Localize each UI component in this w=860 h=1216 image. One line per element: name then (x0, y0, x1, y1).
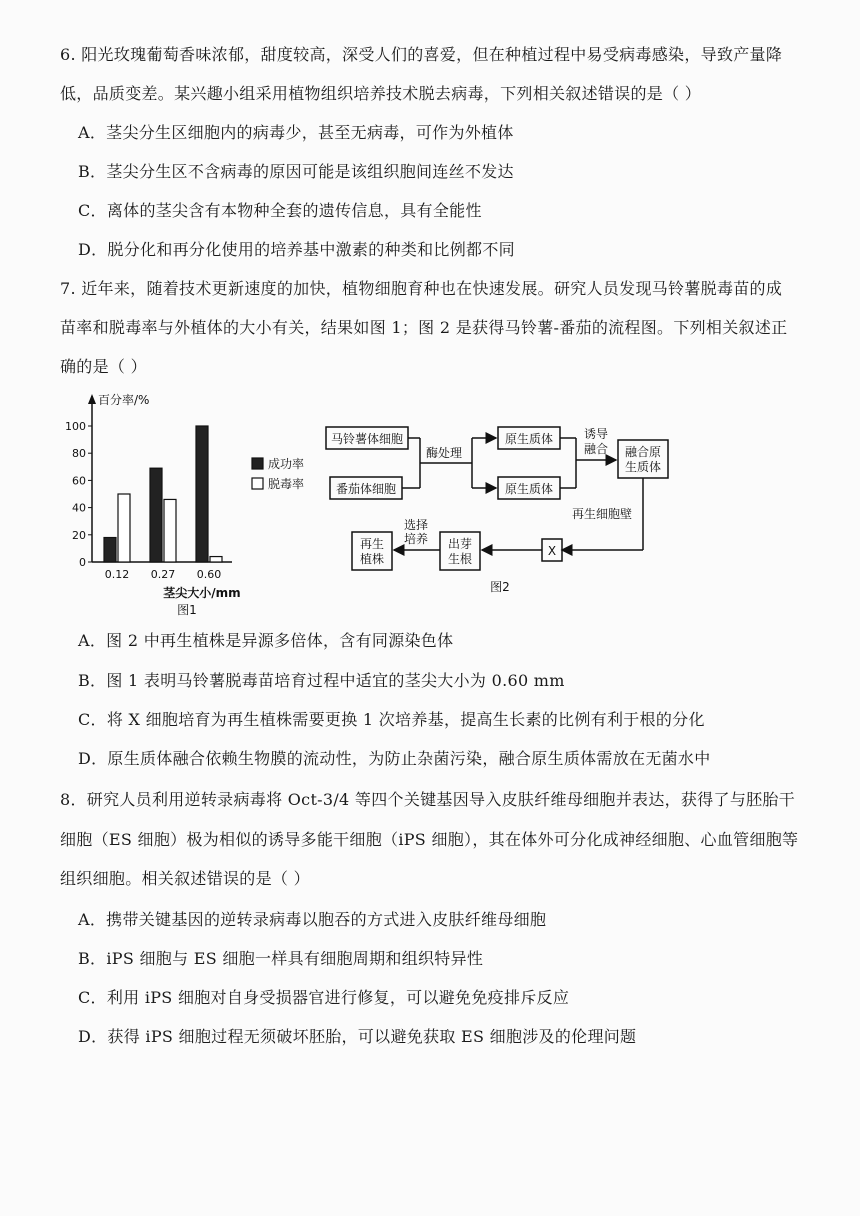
y-axis-label: 百分率/% (98, 393, 150, 407)
potato-cell-label: 马铃薯体细胞 (330, 432, 404, 446)
figure-1-caption: 图1 (177, 603, 197, 617)
bar-success-0.60 (196, 426, 208, 562)
bar-success-0.12 (104, 538, 116, 562)
induce-label: 诱导 (583, 427, 609, 441)
culture-label: 培养 (403, 532, 429, 546)
q7-stem-line3: 确的是（ ） (60, 357, 147, 376)
fusion-label: 融合 (583, 442, 609, 456)
q6-stem-line1: 6. 阳光玫瑰葡萄香味浓郁，甜度较高，深受人们的喜爱，但在种植过程中易受病毒感染，导致产量降 (60, 45, 783, 64)
q7-option-b[interactable]: B．图 1 表明马铃薯脱毒苗培育过程中适宜的茎尖大小为 0.60 mm (78, 671, 565, 690)
y-tick-label: 0 (79, 556, 86, 569)
q6-option-b[interactable]: B．茎尖分生区不含病毒的原因可能是该组织胞间连丝不发达 (78, 162, 514, 181)
figure-2-caption: 图2 (490, 580, 510, 594)
regen-label-1: 再生 (359, 537, 385, 551)
protoplast-label-2: 原生质体 (504, 482, 554, 496)
y-tick-label: 100 (65, 420, 86, 433)
figure-2-flow-diagram (320, 405, 680, 600)
select-label: 选择 (403, 518, 429, 532)
q8-stem-line3: 组织细胞。相关叙述错误的是（ ） (60, 869, 310, 888)
q6-stem-line2: 低，品质变差。某兴趣小组采用植物组织培养技术脱去病毒，下列相关叙述错误的是（ ） (60, 84, 702, 103)
q7-option-d[interactable]: D．原生质体融合依赖生物膜的流动性，为防止杂菌污染，融合原生质体需放在无菌水中 (78, 749, 711, 768)
x-tick-label: 0.12 (104, 568, 130, 581)
y-tick-label: 40 (72, 501, 86, 515)
tomato-cell-label: 番茄体细胞 (335, 482, 397, 496)
x-cell-label: X (547, 544, 557, 558)
bar-virus-free-0.12 (118, 494, 130, 562)
protoplast-label-1: 原生质体 (504, 432, 554, 446)
bar-virus-free-0.27 (164, 499, 176, 562)
y-tick-label: 60 (72, 474, 86, 488)
q6-option-c[interactable]: C．离体的茎尖含有本物种全套的遗传信息，具有全能性 (78, 201, 482, 220)
legend-label-1: 脱毒率 (268, 477, 305, 491)
q7-option-a[interactable]: A．图 2 中再生植株是异源多倍体，含有同源染色体 (78, 631, 454, 650)
q7-option-c[interactable]: C．将 X 细胞培育为再生植株需要更换 1 次培养基，提高生长素的比例有利于根的分化 (78, 710, 705, 729)
fused-protoplast-label-2: 生质体 (624, 460, 662, 474)
bar-success-0.27 (150, 468, 162, 562)
legend-swatch-0 (252, 458, 263, 469)
enzyme-treatment-label: 酶处理 (425, 446, 463, 460)
q8-option-d[interactable]: D．获得 iPS 细胞过程无须破坏胚胎，可以避免获取 ES 细胞涉及的伦理问题 (78, 1027, 637, 1046)
bar-virus-free-0.60 (210, 557, 222, 562)
q7-stem-line1: 7. 近年来，随着技术更新速度的加快，植物细胞育种也在快速发展。研究人员发现马铃薯脱毒苗的成 (60, 279, 783, 298)
q6-option-a[interactable]: A．茎尖分生区细胞内的病毒少，甚至无病毒，可作为外植体 (78, 123, 514, 142)
q8-option-a[interactable]: A．携带关键基因的逆转录病毒以胞吞的方式进入皮肤纤维母细胞 (78, 910, 547, 929)
legend-label-0: 成功率 (268, 457, 305, 471)
sprout-label: 出芽 (447, 537, 473, 551)
q8-stem-line1: 8．研究人员利用逆转录病毒将 Oct-3/4 等四个关键基因导入皮肤纤维母细胞并表达，获得了与胚胎干 (60, 790, 796, 809)
x-axis-label: 茎尖大小/mm (163, 586, 241, 600)
y-tick-label: 20 (72, 528, 86, 542)
q8-stem-line2: 细胞（ES 细胞）极为相似的诱导多能干细胞（iPS 细胞），其在体外可分化成神经细胞、心血管细胞等 (60, 830, 799, 849)
cell-wall-label: 再生细胞壁 (571, 507, 633, 521)
x-tick-label: 0.27 (150, 568, 176, 581)
figure-1-bar-chart (60, 380, 330, 620)
fused-protoplast-label-1: 融合原 (624, 445, 662, 459)
y-tick-label: 80 (72, 447, 86, 461)
q8-option-b[interactable]: B．iPS 细胞与 ES 细胞一样具有细胞周期和组织特异性 (78, 949, 484, 968)
y-axis-arrow (88, 394, 96, 404)
legend-swatch-1 (252, 478, 263, 489)
x-tick-label: 0.60 (196, 568, 222, 581)
q8-option-c[interactable]: C．利用 iPS 细胞对自身受损器官进行修复，可以避免免疫排斥反应 (78, 988, 570, 1007)
q7-stem-line2: 苗率和脱毒率与外植体的大小有关，结果如图 1；图 2 是获得马铃薯-番茄的流程图。下列相关叙述正 (60, 318, 788, 337)
regen-label-2: 植株 (359, 552, 385, 566)
q6-option-d[interactable]: D．脱分化和再分化使用的培养基中激素的种类和比例都不同 (78, 240, 515, 259)
root-label: 生根 (447, 552, 473, 566)
